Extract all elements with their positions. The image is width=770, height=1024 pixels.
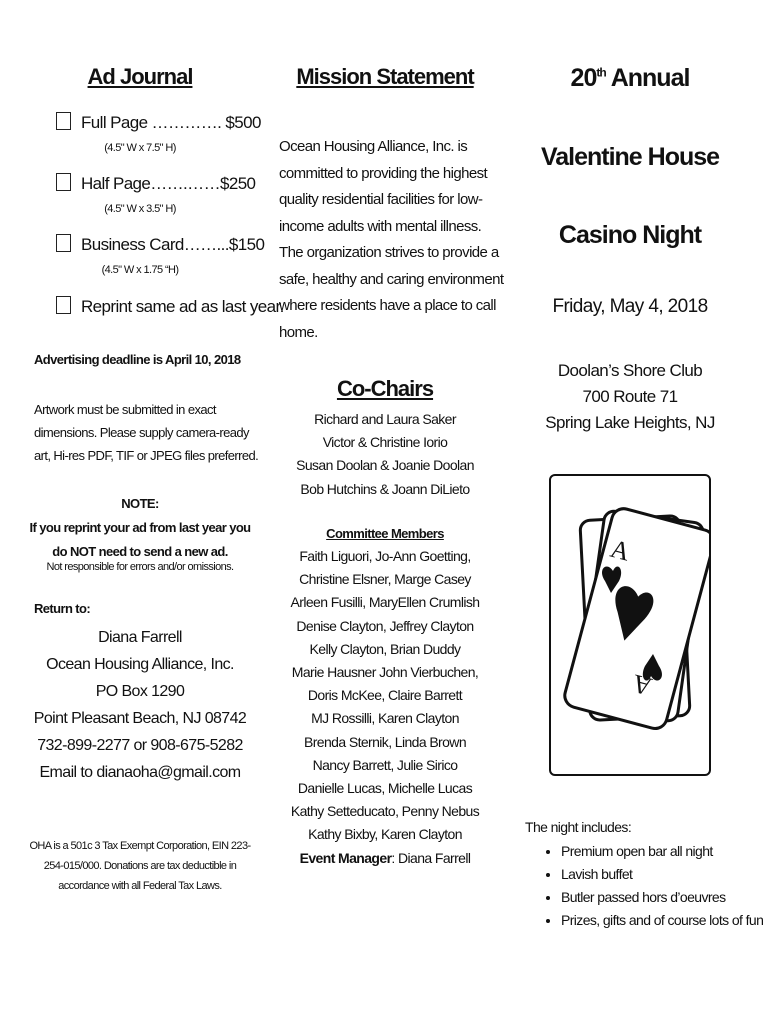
event-title: Valentine House (540, 143, 720, 171)
event-date: Friday, May 4, 2018 (552, 296, 708, 317)
option-full-page[interactable]: Full Page …………. $500 (56, 112, 261, 133)
deadline: Advertising deadline is April 10, 2018 (34, 352, 241, 367)
includes-title: The night includes: (525, 819, 632, 835)
option-reprint[interactable]: Reprint same ad as last year. (56, 296, 284, 317)
committee-list: Faith Liguori, Jo-Ann Goetting, Christine Elsner, Marge Casey Arleen Fusilli, MaryEllen Crumlish Denise Clayton, Jeffrey Clayton Kelly Clayton, Brian Duddy Marie Hausner John Vierbuchen, Doris McKee, Claire Barrett MJ Rossilli, Karen Clayton Brenda Sternik, Linda Brown Nancy Barrett, Julie Sirico Danielle Lucas, Michelle Lucas Kathy Setteducato, Penny Nebus Kathy Bixby, Karen Clayton Event Manager: Diana Farrell (291, 545, 480, 870)
svg-text:A: A (629, 668, 655, 702)
checkbox[interactable] (56, 234, 71, 252)
email-link[interactable]: Email to dianaoha@gmail.com (39, 764, 241, 781)
includes-list: • Premium open bar all night • Lavish buffet • Butler passed hors d’oeuvres • Prizes, gifts and of course lots of fun (525, 840, 763, 932)
committee-title: Committee Members (326, 526, 444, 541)
event-subtitle: Casino Night (558, 221, 702, 249)
option-half-page[interactable]: Half Page…….……$250 (56, 173, 255, 194)
venue: Doolan’s Shore Club 700 Route 71 Spring Lake Heights, NJ (545, 361, 715, 432)
ace-of-hearts-icon (549, 474, 711, 776)
svg-text:A: A (607, 533, 634, 567)
checkbox[interactable] (56, 173, 71, 191)
cochairs-title: Co-Chairs (336, 376, 434, 401)
annual-heading: 20th Annual (570, 64, 690, 92)
reprint-note: NOTE: If you reprint your ad from last year you do NOT need to send a new ad. (29, 496, 251, 559)
checkbox[interactable] (56, 296, 71, 314)
mission-title: Mission Statement (296, 64, 474, 89)
artwork-note: Artwork must be submitted in exact dimensions. Please supply camera-ready art, Hi-res PDF, TIF or JPEG files preferred. (34, 402, 259, 463)
option-size: (4.5" W x 7.5" H) (104, 142, 176, 154)
tax-info: OHA is a 501c 3 Tax Exempt Corporation, EIN 223- 254-015/000. Donations are tax deductible in accordance with all Federal Tax Laws. (29, 840, 251, 892)
option-business-card[interactable]: Business Card……...$150 (56, 234, 264, 255)
return-address: Diana Farrell Ocean Housing Alliance, Inc. PO Box 1290 Point Pleasant Beach, NJ 08742 732-899-2277 or 908-675-5282 Email to dianaoha@gmail.com (34, 624, 246, 786)
option-size: (4.5" W x 1.75 “H) (101, 264, 179, 276)
return-label: Return to: (34, 601, 91, 616)
mission-text: Ocean Housing Alliance, Inc. is committed to providing the highest quality residential facilities for low- income adults with mental illness. The organization strives to provide a safe, healthy and caring environment where residents have a place to call home. (279, 138, 504, 341)
ad-journal-title: Ad Journal (87, 64, 193, 89)
option-size: (4.5" W x 3.5" H) (104, 203, 176, 215)
event-manager: Event Manager: Diana Farrell (299, 849, 471, 866)
disclaimer: Not responsible for errors and/or omissions. (46, 561, 234, 573)
cochairs-list: Richard and Laura Saker Victor & Christine Iorio Susan Doolan & Joanie Doolan Bob Hutchins & Joann DiLieto (296, 411, 474, 497)
checkbox[interactable] (56, 112, 71, 130)
